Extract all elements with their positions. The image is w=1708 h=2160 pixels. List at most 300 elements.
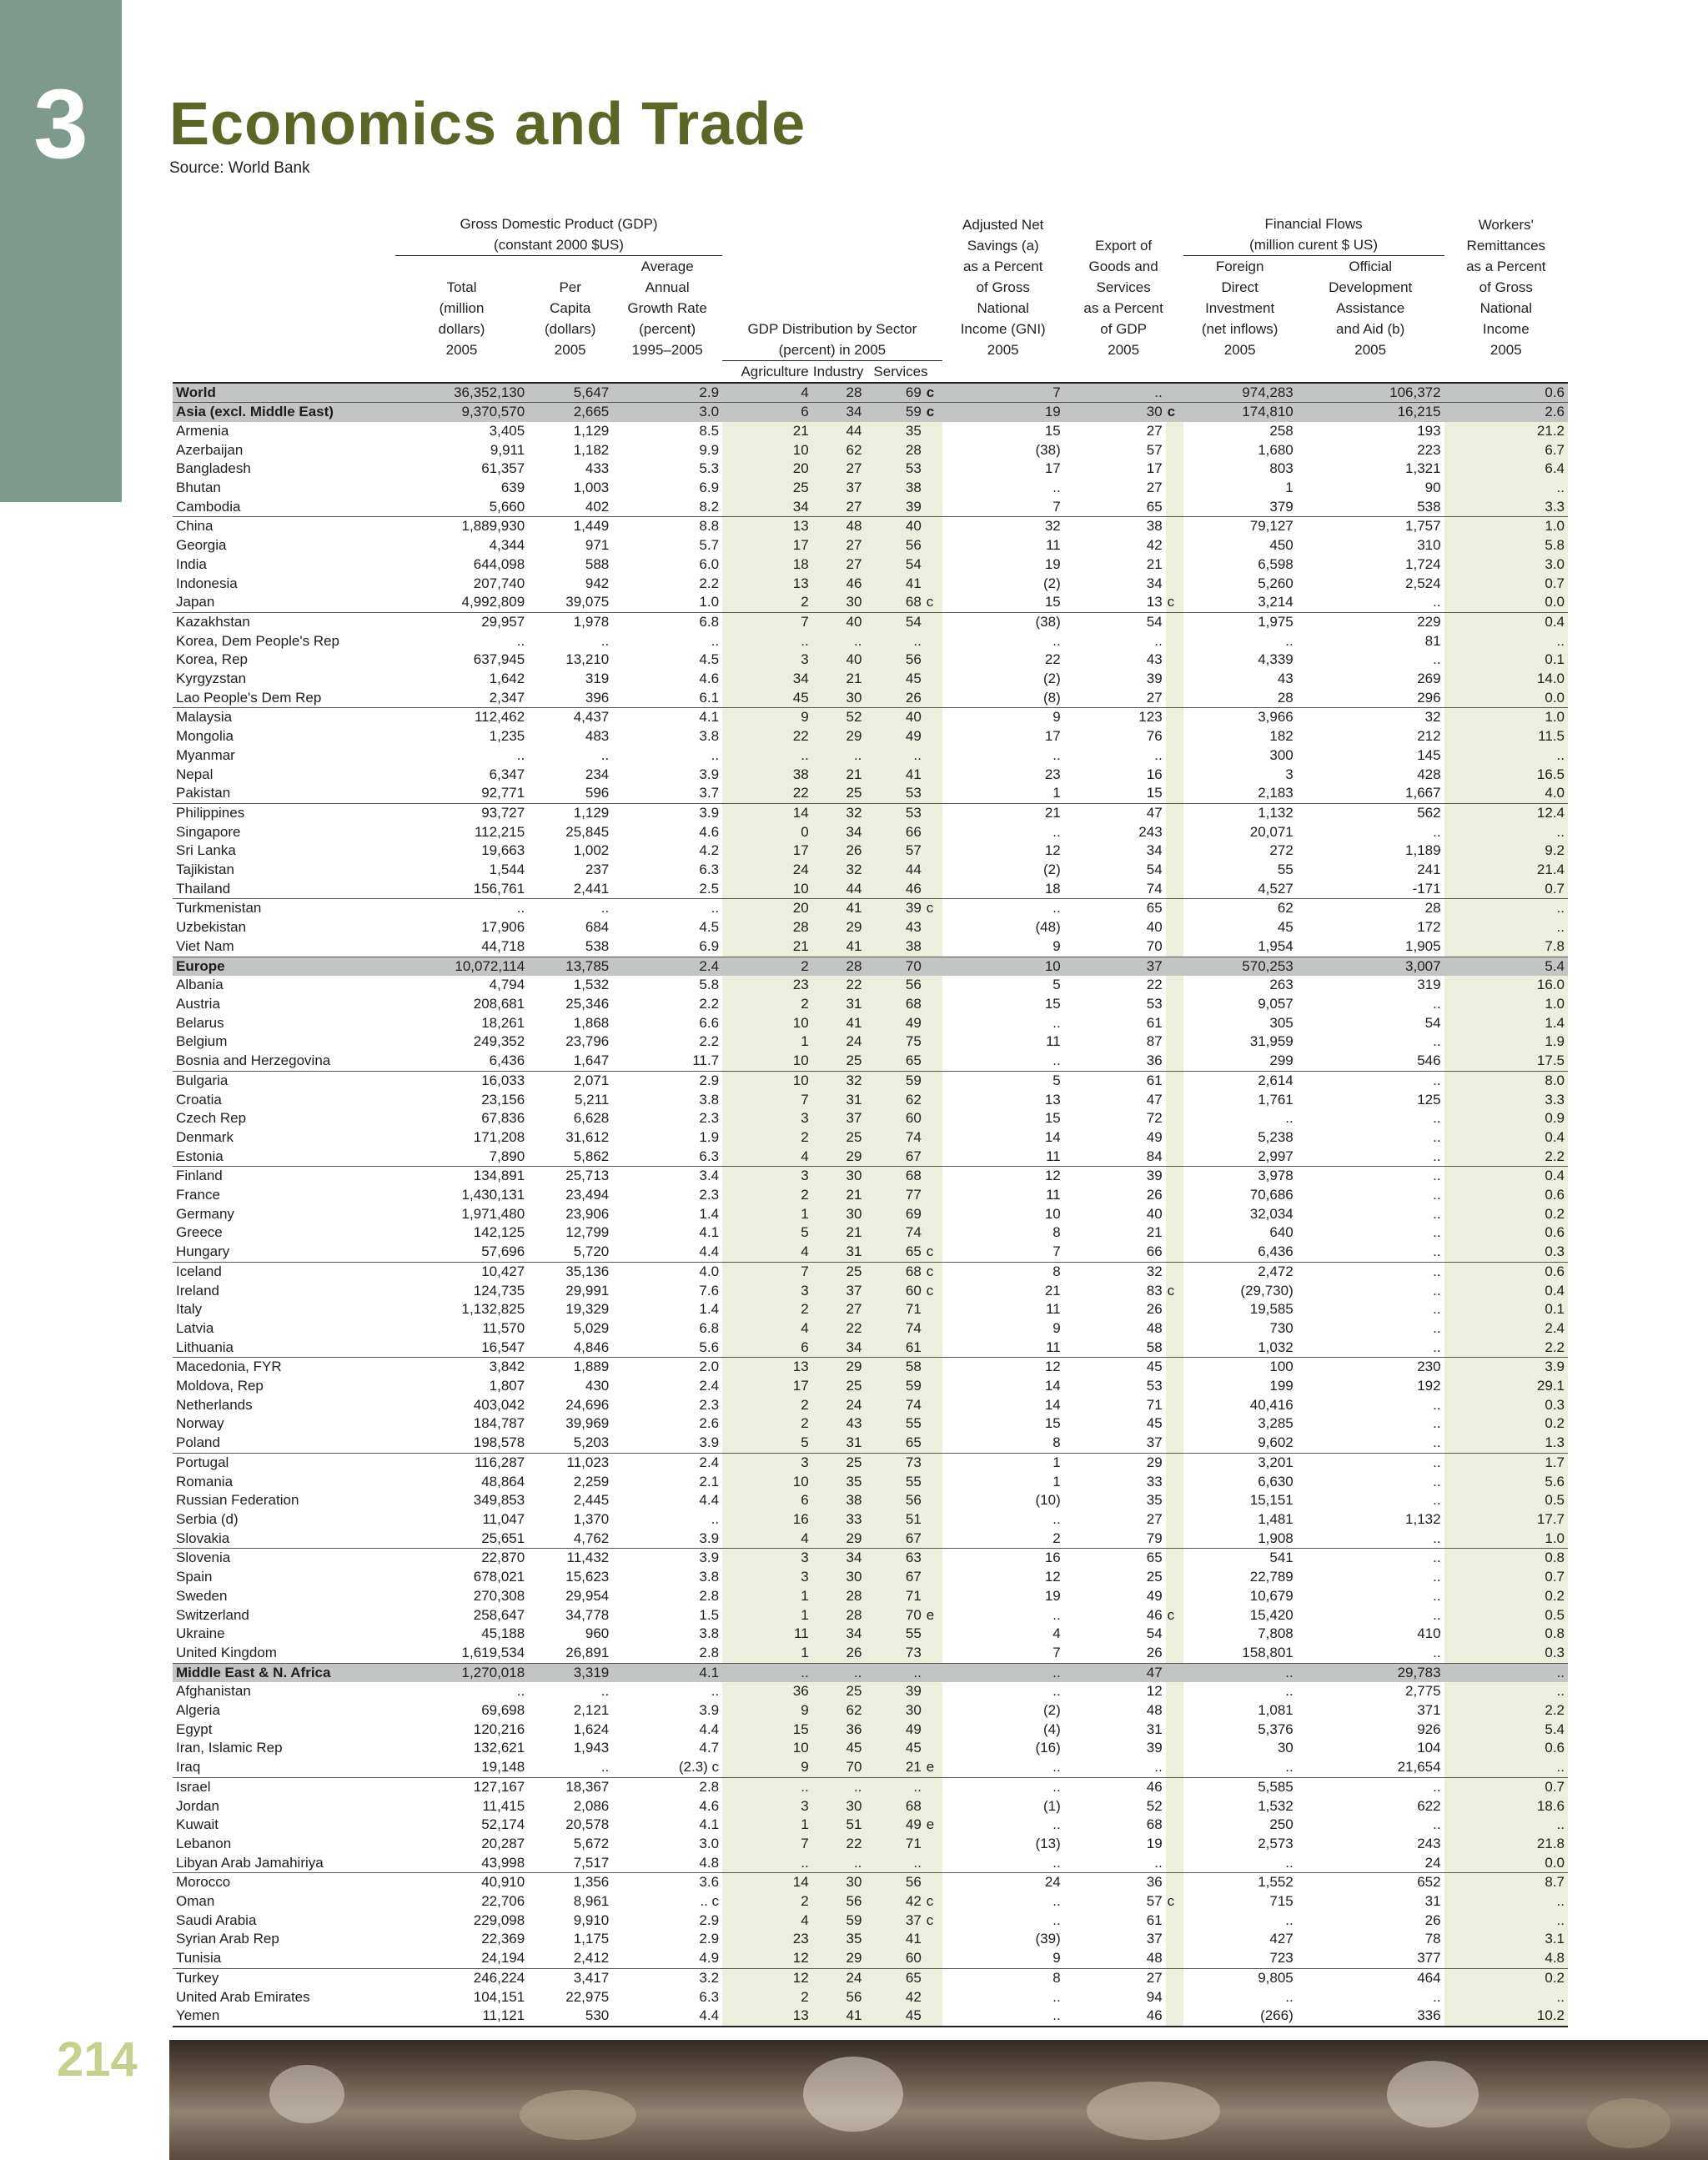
cell-total: 22,706 bbox=[481, 1893, 525, 1910]
cell-exports-note bbox=[1166, 918, 1183, 937]
cell-industry: 41 bbox=[812, 2007, 866, 2027]
cell-agriculture: 2 bbox=[722, 957, 812, 976]
cell-fdi: 4,527 bbox=[1258, 880, 1294, 897]
cell-growth: 4.5 bbox=[699, 651, 720, 668]
cell-oda: 296 bbox=[1417, 689, 1441, 706]
cell-exports-note bbox=[1166, 536, 1183, 555]
cell-growth: 3.9 bbox=[612, 1549, 722, 1568]
cell-fdi: 10,679 bbox=[1249, 1587, 1294, 1604]
cell-industry: .. bbox=[812, 1663, 866, 1682]
cell-growth: 3.8 bbox=[699, 1091, 720, 1108]
header-agriculture: Agriculture bbox=[741, 363, 809, 379]
cell-per-capita: 23,906 bbox=[565, 1205, 610, 1222]
cell-remittances: 12.4 bbox=[1444, 803, 1568, 822]
cell-savings: 8 bbox=[942, 1262, 1064, 1281]
cell-per-capita: 11,023 bbox=[528, 1453, 612, 1472]
cell-services-note bbox=[925, 1358, 942, 1377]
cell-savings: 10 bbox=[942, 957, 1064, 976]
cell-services: .. bbox=[865, 632, 924, 651]
cell-services-note bbox=[925, 1205, 942, 1224]
header-growth: Average Annual Growth Rate (percent) 1995–2005 bbox=[612, 256, 722, 361]
cell-exports: 21 bbox=[1146, 555, 1163, 572]
cell-exports: 47 bbox=[1064, 803, 1166, 822]
cell-exports: 54 bbox=[1146, 1625, 1163, 1642]
cell-agriculture: 23 bbox=[722, 1930, 812, 1949]
cell-fdi: 182 bbox=[1269, 728, 1294, 745]
cell-services-note bbox=[925, 1949, 942, 1968]
cell-savings: 10 bbox=[1044, 1205, 1061, 1222]
cell-agriculture: 2 bbox=[722, 1300, 812, 1319]
table-row bbox=[173, 803, 1568, 822]
cell-total: 120,216 bbox=[473, 1720, 525, 1737]
cell-per-capita: 13,785 bbox=[528, 957, 612, 976]
country-name: India bbox=[176, 555, 207, 572]
cell-savings: 1 bbox=[942, 1453, 1064, 1472]
cell-industry: 25 bbox=[812, 1682, 866, 1701]
cell-services-note bbox=[925, 1568, 942, 1587]
cell-exports-note bbox=[1166, 1262, 1183, 1281]
cell-industry: 52 bbox=[812, 708, 866, 727]
cell-growth: .. bbox=[711, 746, 720, 763]
cell-industry: 30 bbox=[812, 1205, 866, 1224]
table-row bbox=[173, 1644, 1568, 1663]
cell-exports: 32 bbox=[1064, 1262, 1166, 1281]
cell-exports-note bbox=[1166, 1014, 1183, 1033]
cell-oda: 16,215 bbox=[1297, 403, 1444, 422]
cell-exports: 38 bbox=[1064, 517, 1166, 536]
cell-savings: 11 bbox=[1046, 1033, 1061, 1050]
cell-exports: 49 bbox=[1146, 1587, 1163, 1604]
cell-services-note bbox=[925, 536, 942, 555]
cell-agriculture: 1 bbox=[722, 1587, 812, 1606]
cell-savings: (2) bbox=[1042, 671, 1061, 687]
cell-per-capita: 1,943 bbox=[573, 1740, 610, 1756]
cell-oda: 371 bbox=[1417, 1702, 1441, 1719]
cell-services-note bbox=[925, 441, 942, 460]
cell-services-note bbox=[925, 575, 942, 594]
cell-remittances: 18.6 bbox=[1444, 1797, 1568, 1816]
cell-remittances: .. bbox=[1444, 1911, 1568, 1931]
cell-services: 60 bbox=[865, 1109, 924, 1128]
cell-services-note bbox=[925, 1453, 942, 1472]
cell-exports-note bbox=[1166, 1032, 1183, 1052]
cell-savings: (13) bbox=[1035, 1835, 1061, 1851]
cell-savings: 11 bbox=[1046, 1187, 1061, 1203]
cell-fdi: 299 bbox=[1269, 1052, 1294, 1069]
country-name: Denmark bbox=[176, 1128, 234, 1145]
cell-oda: 1,132 bbox=[1405, 1510, 1441, 1527]
cell-per-capita: 483 bbox=[585, 728, 610, 745]
cell-services: 74 bbox=[865, 1319, 924, 1339]
cell-oda: .. bbox=[1433, 1282, 1441, 1299]
cell-oda: 145 bbox=[1417, 746, 1441, 763]
cell-per-capita: 9,910 bbox=[573, 1911, 610, 1928]
cell-oda: .. bbox=[1433, 1988, 1441, 2005]
cell-services: 44 bbox=[865, 861, 924, 880]
cell-services-note bbox=[925, 708, 942, 727]
cell-per-capita: 7,517 bbox=[573, 1854, 610, 1871]
cell-services: .. bbox=[865, 1663, 924, 1682]
cell-exports: 49 bbox=[1146, 1128, 1163, 1145]
country-name: Syrian Arab Rep bbox=[176, 1931, 279, 1947]
country-name: Libyan Arab Jamahiriya bbox=[176, 1854, 324, 1871]
cell-oda: 125 bbox=[1417, 1091, 1441, 1108]
cell-exports-note bbox=[1166, 1835, 1183, 1854]
country-name: France bbox=[176, 1187, 220, 1203]
cell-services: .. bbox=[865, 1777, 924, 1796]
cell-fdi: 258 bbox=[1269, 422, 1294, 439]
cell-services-note bbox=[925, 2007, 942, 2027]
cell-industry: .. bbox=[812, 1854, 866, 1873]
cell-industry: 62 bbox=[812, 441, 866, 460]
cell-remittances: 29.1 bbox=[1444, 1377, 1568, 1396]
cell-services: 42 bbox=[865, 1988, 924, 2007]
cell-total: 1,270,018 bbox=[395, 1663, 528, 1682]
cell-services: 69 bbox=[865, 1205, 924, 1224]
cell-per-capita: 1,182 bbox=[573, 441, 610, 458]
cell-oda: 2,524 bbox=[1405, 575, 1441, 591]
cell-services-note bbox=[925, 1739, 942, 1758]
table-row bbox=[173, 1014, 1568, 1033]
table-row bbox=[173, 1873, 1568, 1892]
cell-services: 66 bbox=[865, 823, 924, 842]
cell-total: 4,344 bbox=[489, 537, 525, 554]
cell-exports: 37 bbox=[1146, 1931, 1163, 1947]
country-name: Lebanon bbox=[176, 1835, 232, 1851]
country-name: Romania bbox=[176, 1473, 234, 1489]
cell-exports-note: c bbox=[1166, 1282, 1183, 1301]
cell-total: 20,287 bbox=[481, 1835, 525, 1851]
cell-agriculture: 38 bbox=[722, 766, 812, 785]
table-row bbox=[173, 1052, 1568, 1071]
cell-industry: 27 bbox=[812, 555, 866, 575]
table-row bbox=[173, 1549, 1568, 1568]
cell-fdi: 158,801 bbox=[1242, 1644, 1294, 1660]
cell-services-note bbox=[925, 1530, 942, 1549]
cell-total: 3,405 bbox=[489, 422, 525, 439]
cell-services-note bbox=[925, 937, 942, 957]
cell-remittances: .. bbox=[1444, 918, 1568, 937]
cell-industry: 30 bbox=[812, 1873, 866, 1892]
cell-oda: 106,372 bbox=[1297, 383, 1444, 403]
source-note: Source: World Bank bbox=[169, 159, 310, 177]
cell-remittances: 0.3 bbox=[1444, 1644, 1568, 1663]
cell-agriculture: 22 bbox=[722, 784, 812, 803]
cell-industry: 24 bbox=[812, 1032, 866, 1052]
cell-growth: 6.8 bbox=[612, 612, 722, 631]
cell-growth: .. bbox=[612, 899, 722, 918]
cell-oda: 622 bbox=[1417, 1797, 1441, 1814]
cell-industry: 36 bbox=[812, 1720, 866, 1740]
cell-services-note bbox=[925, 1434, 942, 1453]
cell-fdi: 730 bbox=[1269, 1319, 1294, 1336]
cell-exports: 66 bbox=[1146, 1243, 1163, 1260]
cell-total: 48,864 bbox=[481, 1473, 525, 1489]
cell-oda: .. bbox=[1433, 1816, 1441, 1833]
cell-agriculture: 17 bbox=[722, 536, 812, 555]
cell-agriculture: 21 bbox=[722, 937, 812, 957]
cell-growth: 6.0 bbox=[699, 555, 720, 572]
cell-growth: 5.8 bbox=[699, 977, 720, 993]
cell-agriculture: 6 bbox=[722, 1339, 812, 1358]
country-name: Switzerland bbox=[176, 1606, 249, 1623]
cell-total: 229,098 bbox=[473, 1911, 525, 1928]
cell-services: 65 bbox=[865, 1968, 924, 1987]
cell-savings: 21 bbox=[1044, 1282, 1061, 1299]
cell-services: 35 bbox=[865, 422, 924, 441]
cell-remittances: 0.2 bbox=[1444, 1587, 1568, 1606]
cell-industry: .. bbox=[812, 632, 866, 651]
cell-savings: 32 bbox=[942, 517, 1064, 536]
table-row bbox=[173, 1530, 1568, 1549]
cell-total: 258,647 bbox=[473, 1606, 525, 1623]
cell-services-note bbox=[925, 766, 942, 785]
cell-remittances: 0.6 bbox=[1444, 383, 1568, 403]
country-name: Japan bbox=[176, 594, 215, 610]
table-row bbox=[173, 1930, 1568, 1949]
cell-exports-note: c bbox=[1166, 403, 1183, 422]
cell-per-capita: 3,319 bbox=[528, 1663, 612, 1682]
cell-industry: 59 bbox=[812, 1911, 866, 1931]
cell-savings: 11 bbox=[1046, 1301, 1061, 1318]
cell-remittances: 1.7 bbox=[1444, 1453, 1568, 1472]
cell-services-note bbox=[925, 1396, 942, 1415]
cell-total: 61,357 bbox=[481, 460, 525, 477]
cell-services-note bbox=[925, 1930, 942, 1949]
cell-industry: 30 bbox=[812, 1568, 866, 1587]
country-name: Kazakhstan bbox=[173, 612, 395, 631]
cell-fdi: .. bbox=[1285, 1854, 1294, 1871]
country-name: Finland bbox=[173, 1167, 395, 1186]
table-row bbox=[173, 1587, 1568, 1606]
cell-remittances: 3.9 bbox=[1444, 1358, 1568, 1377]
cell-fdi: 2,573 bbox=[1258, 1835, 1294, 1851]
cell-agriculture: 20 bbox=[722, 460, 812, 479]
cell-total: 43,998 bbox=[481, 1854, 525, 1871]
country-name: Austria bbox=[176, 996, 220, 1012]
cell-growth: 11.7 bbox=[692, 1052, 720, 1069]
cell-oda: .. bbox=[1433, 651, 1441, 668]
table-row bbox=[173, 1510, 1568, 1530]
cell-per-capita: 29,991 bbox=[565, 1282, 610, 1299]
cell-total: 1,807 bbox=[489, 1378, 525, 1394]
cell-total: 132,621 bbox=[473, 1740, 525, 1756]
cell-oda: 269 bbox=[1417, 671, 1441, 687]
cell-fdi: 300 bbox=[1269, 746, 1294, 763]
cell-fdi: 1,908 bbox=[1258, 1530, 1294, 1546]
cell-services: 51 bbox=[865, 1510, 924, 1530]
cell-agriculture: 3 bbox=[722, 1568, 812, 1587]
cell-growth: 4.4 bbox=[699, 1492, 720, 1509]
cell-industry: 21 bbox=[812, 1186, 866, 1205]
country-name: Belarus bbox=[176, 1014, 224, 1031]
region-row bbox=[173, 383, 1568, 403]
data-table-container bbox=[173, 213, 1568, 2027]
cell-exports-note bbox=[1166, 1739, 1183, 1758]
cell-exports: 45 bbox=[1146, 1415, 1163, 1432]
cell-exports-note bbox=[1166, 957, 1183, 976]
cell-remittances: 0.4 bbox=[1444, 612, 1568, 631]
table-row bbox=[173, 746, 1568, 766]
cell-fdi: 1,975 bbox=[1183, 612, 1297, 631]
cell-growth: 8.5 bbox=[699, 422, 720, 439]
cell-per-capita: 25,845 bbox=[565, 823, 610, 840]
cell-fdi: 40,416 bbox=[1249, 1396, 1294, 1413]
cell-per-capita: 23,796 bbox=[565, 1033, 610, 1050]
table-row bbox=[173, 976, 1568, 995]
country-name: Thailand bbox=[176, 880, 231, 897]
cell-industry: 32 bbox=[812, 1071, 866, 1090]
cell-total: 142,125 bbox=[473, 1224, 525, 1241]
country-name: Ireland bbox=[176, 1282, 219, 1299]
cell-remittances: 8.7 bbox=[1444, 1873, 1568, 1892]
cell-industry: 43 bbox=[812, 1414, 866, 1434]
cell-per-capita: 1,868 bbox=[573, 1014, 610, 1031]
table-row bbox=[173, 861, 1568, 880]
country-name: Bulgaria bbox=[173, 1071, 395, 1090]
cell-oda: 546 bbox=[1417, 1052, 1441, 1069]
cell-services-note bbox=[925, 1032, 942, 1052]
cell-exports-note bbox=[1166, 1988, 1183, 2007]
cell-agriculture: 7 bbox=[722, 1835, 812, 1854]
cell-per-capita: 39,075 bbox=[565, 594, 610, 610]
cell-fdi: 1,032 bbox=[1258, 1339, 1294, 1355]
cell-exports-note bbox=[1166, 1682, 1183, 1701]
country-name: Kuwait bbox=[176, 1816, 219, 1833]
cell-remittances: 0.7 bbox=[1444, 1568, 1568, 1587]
cell-per-capita: 1,978 bbox=[528, 612, 612, 631]
header-services: Services bbox=[873, 363, 928, 379]
cell-per-capita: 1,532 bbox=[573, 977, 610, 993]
cell-exports: 79 bbox=[1146, 1530, 1163, 1546]
cell-per-capita: 25,713 bbox=[528, 1167, 612, 1186]
header-blank bbox=[173, 213, 395, 256]
cell-services: 38 bbox=[865, 937, 924, 957]
cell-services: 39 bbox=[865, 899, 924, 918]
cell-industry: 21 bbox=[812, 1223, 866, 1243]
cell-total: 24,194 bbox=[481, 1950, 525, 1967]
cell-fdi: 427 bbox=[1269, 1931, 1294, 1947]
header-blank-3 bbox=[173, 360, 395, 383]
cell-fdi: 1,680 bbox=[1258, 441, 1294, 458]
cell-exports-note bbox=[1166, 1758, 1183, 1777]
cell-growth: 4.4 bbox=[699, 1720, 720, 1737]
table-row bbox=[173, 498, 1568, 517]
cell-savings: .. bbox=[1052, 1911, 1061, 1928]
cell-per-capita: 1,129 bbox=[573, 422, 610, 439]
cell-services-note bbox=[925, 1644, 942, 1663]
cell-exports-note bbox=[1166, 899, 1183, 918]
cell-services-note bbox=[925, 1682, 942, 1701]
cell-savings: .. bbox=[1052, 1893, 1061, 1910]
cell-industry: 28 bbox=[812, 957, 866, 976]
cell-fdi: (29,730) bbox=[1240, 1282, 1294, 1299]
cell-services-note bbox=[925, 479, 942, 498]
cell-agriculture: .. bbox=[722, 1663, 812, 1682]
cell-exports: 25 bbox=[1146, 1569, 1163, 1585]
cell-fdi: 1,954 bbox=[1258, 937, 1294, 954]
header-remittances: Workers' Remittances as a Percent of Gross National Income 2005 bbox=[1466, 217, 1546, 358]
country-name: Algeria bbox=[176, 1702, 220, 1719]
cell-fdi: 19,585 bbox=[1249, 1301, 1294, 1318]
cell-total: 124,735 bbox=[473, 1282, 525, 1299]
cell-per-capita: 942 bbox=[585, 575, 610, 591]
cell-agriculture: 10 bbox=[722, 1739, 812, 1758]
cell-exports: 76 bbox=[1146, 728, 1163, 745]
cell-total: 23,156 bbox=[481, 1091, 525, 1108]
cell-oda: 26 bbox=[1424, 1911, 1441, 1928]
cell-agriculture: 13 bbox=[722, 2007, 812, 2027]
cell-exports: 39 bbox=[1064, 1167, 1166, 1186]
cell-industry: 27 bbox=[812, 1300, 866, 1319]
table-row bbox=[173, 422, 1568, 441]
country-name: Malaysia bbox=[173, 708, 395, 727]
cell-oda: .. bbox=[1297, 1453, 1444, 1472]
cell-services: 65 bbox=[865, 1243, 924, 1262]
cell-remittances: .. bbox=[1444, 1988, 1568, 2007]
cell-per-capita: 4,762 bbox=[573, 1530, 610, 1546]
country-name: Azerbaijan bbox=[176, 441, 244, 458]
cell-agriculture: 2 bbox=[722, 593, 812, 612]
cell-services-note bbox=[925, 555, 942, 575]
cell-remittances: 0.1 bbox=[1444, 1300, 1568, 1319]
cell-agriculture: 36 bbox=[722, 1682, 812, 1701]
cell-exports-note bbox=[1166, 1873, 1183, 1892]
cell-fdi: 723 bbox=[1269, 1950, 1294, 1967]
country-name: Portugal bbox=[173, 1453, 395, 1472]
cell-services: 57 bbox=[865, 841, 924, 861]
country-name: Kyrgyzstan bbox=[176, 671, 247, 687]
cell-total: 639 bbox=[500, 480, 525, 496]
country-name: Bhutan bbox=[176, 480, 221, 496]
cell-savings: .. bbox=[1052, 1014, 1061, 1031]
cell-exports: 72 bbox=[1146, 1110, 1163, 1127]
table-row bbox=[173, 1339, 1568, 1358]
cell-services: 59 bbox=[865, 403, 924, 422]
cell-agriculture: 7 bbox=[722, 1262, 812, 1281]
cell-oda: .. bbox=[1433, 823, 1441, 840]
cell-exports-note bbox=[1166, 1644, 1183, 1663]
cell-services-note bbox=[925, 823, 942, 842]
cell-services: 54 bbox=[865, 612, 924, 631]
cell-exports: 53 bbox=[1146, 996, 1163, 1012]
cell-fdi: 2,472 bbox=[1183, 1262, 1297, 1281]
cell-total: 1,235 bbox=[489, 728, 525, 745]
cell-fdi: 3 bbox=[1285, 766, 1294, 782]
cell-savings: (39) bbox=[1035, 1931, 1061, 1947]
cell-savings: (48) bbox=[1035, 919, 1061, 936]
cell-total: 116,287 bbox=[395, 1453, 528, 1472]
cell-services: 74 bbox=[865, 1396, 924, 1415]
table-row bbox=[173, 1777, 1568, 1796]
cell-growth: 2.4 bbox=[612, 1453, 722, 1472]
country-name: Sweden bbox=[176, 1587, 228, 1604]
cell-per-capita: 2,445 bbox=[573, 1492, 610, 1509]
cell-savings: 14 bbox=[1044, 1396, 1061, 1413]
cell-savings: 21 bbox=[942, 803, 1064, 822]
region-row bbox=[173, 957, 1568, 976]
table-row bbox=[173, 1358, 1568, 1377]
cell-agriculture: 10 bbox=[722, 880, 812, 899]
cell-exports: 16 bbox=[1146, 766, 1163, 782]
cell-remittances: 0.6 bbox=[1444, 1262, 1568, 1281]
table-row bbox=[173, 918, 1568, 937]
cell-agriculture: 6 bbox=[722, 1491, 812, 1510]
cell-exports: 45 bbox=[1064, 1358, 1166, 1377]
cell-oda: 172 bbox=[1417, 919, 1441, 936]
cell-industry: 27 bbox=[812, 498, 866, 517]
cell-total: 249,352 bbox=[473, 1033, 525, 1050]
